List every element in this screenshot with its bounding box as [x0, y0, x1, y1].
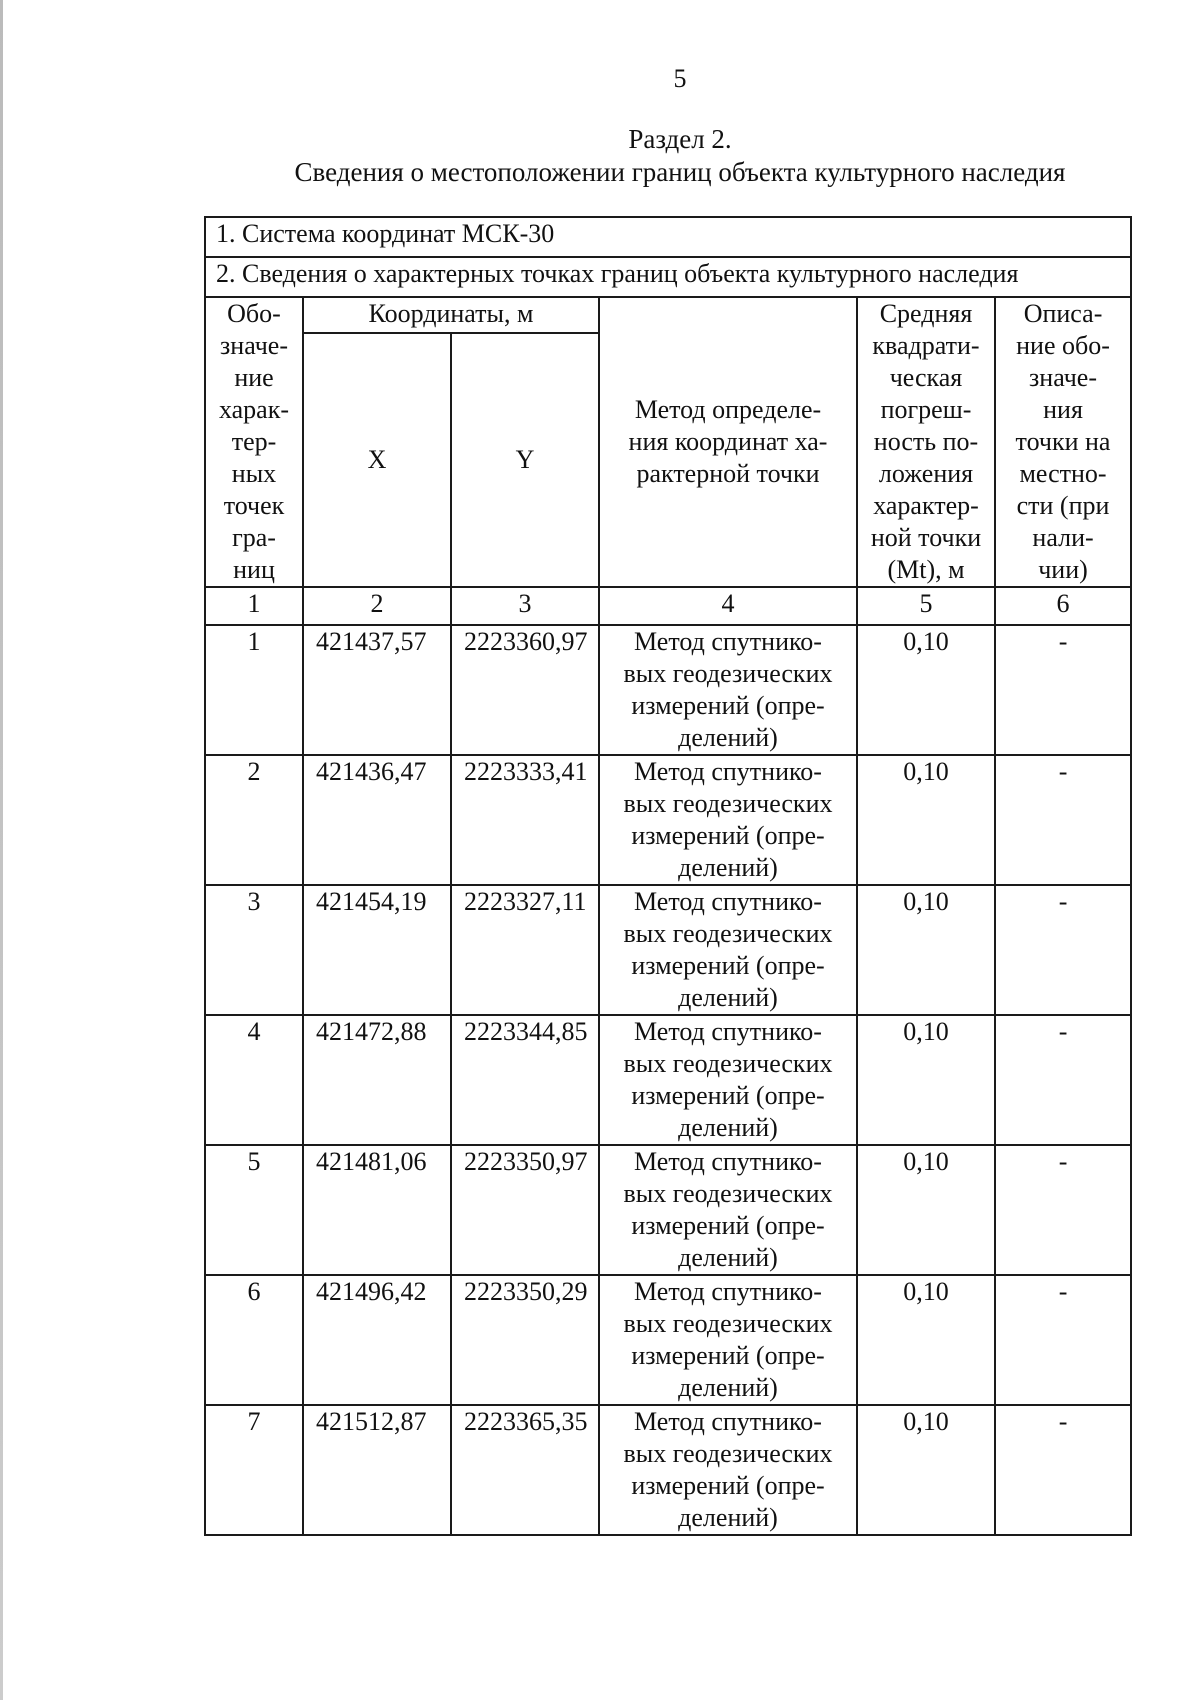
point-number-cell: 2 — [205, 755, 303, 885]
point-number-cell: 6 — [205, 1275, 303, 1405]
y-coordinate-cell: 2223350,97 — [451, 1145, 599, 1275]
table-row — [205, 625, 1131, 755]
table-row — [205, 1405, 1131, 1535]
column-number: 5 — [857, 587, 995, 625]
table-row — [205, 755, 1131, 885]
method-line: Метод спутнико- — [634, 1277, 822, 1306]
y-coordinate-cell: 2223350,29 — [451, 1275, 599, 1405]
method-cell — [599, 1275, 857, 1405]
header-line: ния координат ха- — [628, 427, 828, 456]
header-x: X — [303, 333, 451, 587]
header-line: ных — [231, 459, 277, 488]
error-cell: 0,10 — [857, 755, 995, 885]
x-coordinate-cell: 421512,87 — [303, 1405, 451, 1535]
method-line: измерений (опре- — [631, 1341, 825, 1370]
column-number: 3 — [451, 587, 599, 625]
x-coordinate-cell: 421472,88 — [303, 1015, 451, 1145]
column-numbers-row — [205, 587, 1131, 625]
header-line: Обо- — [227, 299, 281, 328]
header-line: Средняя — [879, 299, 973, 328]
header-line: ность по- — [873, 427, 979, 456]
method-line: измерений (опре- — [631, 691, 825, 720]
table-row — [205, 1275, 1131, 1405]
method-line: Метод спутнико- — [634, 1017, 822, 1046]
header-line: сти (при — [1016, 491, 1110, 520]
header-line: квадрати- — [872, 331, 980, 360]
description-cell: - — [995, 1275, 1131, 1405]
section-subtitle: Сведения о местоположении границ объекта культурного наследия — [294, 157, 1066, 187]
coordinate-system-cell: 1. Система координат МСК-30 — [205, 217, 1131, 257]
header-line: Описа- — [1023, 299, 1103, 328]
method-cell — [599, 625, 857, 755]
method-cell — [599, 885, 857, 1015]
boundary-points-table — [204, 216, 1132, 1536]
description-cell: - — [995, 1145, 1131, 1275]
header-error — [857, 297, 995, 587]
method-line: делений) — [678, 1503, 778, 1532]
error-cell: 0,10 — [857, 1275, 995, 1405]
header-designation — [205, 297, 303, 587]
error-cell: 0,10 — [857, 1015, 995, 1145]
column-number: 2 — [303, 587, 451, 625]
error-cell: 0,10 — [857, 885, 995, 1015]
x-coordinate-cell: 421481,06 — [303, 1145, 451, 1275]
header-line: ния — [1043, 395, 1083, 424]
method-line: вых геодезических — [623, 919, 833, 948]
description-cell: - — [995, 755, 1131, 885]
method-line: делений) — [678, 853, 778, 882]
header-y: Y — [451, 333, 599, 587]
header-coordinates: Координаты, м — [303, 297, 599, 333]
method-line: Метод спутнико- — [634, 1147, 822, 1176]
table-row — [205, 1015, 1131, 1145]
y-coordinate-cell: 2223365,35 — [451, 1405, 599, 1535]
method-line: измерений (опре- — [631, 821, 825, 850]
method-line: вых геодезических — [623, 1309, 833, 1338]
header-line: ниц — [233, 555, 275, 584]
method-line: измерений (опре- — [631, 1471, 825, 1500]
method-line: вых геодезических — [623, 1439, 833, 1468]
header-line: местно- — [1019, 459, 1107, 488]
header-line: ной точки — [870, 523, 982, 552]
method-cell — [599, 1405, 857, 1535]
y-coordinate-cell: 2223360,97 — [451, 625, 599, 755]
header-line: погреш- — [880, 395, 972, 424]
x-coordinate-cell: 421436,47 — [303, 755, 451, 885]
method-line: вых геодезических — [623, 1179, 833, 1208]
header-line: гра- — [232, 523, 276, 552]
description-cell: - — [995, 1015, 1131, 1145]
x-coordinate-cell: 421437,57 — [303, 625, 451, 755]
header-line: нали- — [1032, 523, 1094, 552]
header-line: ческая — [889, 363, 963, 392]
header-description — [995, 297, 1131, 587]
y-coordinate-cell: 2223327,11 — [451, 885, 599, 1015]
description-cell: - — [995, 625, 1131, 755]
method-line: Метод спутнико- — [634, 1407, 822, 1436]
y-coordinate-cell: 2223344,85 — [451, 1015, 599, 1145]
x-coordinate-cell: 421454,19 — [303, 885, 451, 1015]
header-line: значе- — [220, 331, 288, 360]
method-line: делений) — [678, 723, 778, 752]
header-line: ние — [234, 363, 274, 392]
x-coordinate-cell: 421496,42 — [303, 1275, 451, 1405]
method-line: Метод спутнико- — [634, 757, 822, 786]
column-number: 4 — [599, 587, 857, 625]
page-number: 5 — [673, 64, 687, 93]
point-number-cell: 5 — [205, 1145, 303, 1275]
header-line: чии) — [1038, 555, 1088, 584]
method-line: Метод спутнико- — [634, 887, 822, 916]
method-line: вых геодезических — [623, 789, 833, 818]
header-line: ложения — [878, 459, 974, 488]
method-line: вых геодезических — [623, 1049, 833, 1078]
point-number-cell: 4 — [205, 1015, 303, 1145]
method-line: вых геодезических — [623, 659, 833, 688]
header-line: точек — [223, 491, 285, 520]
header-line: (Mt), м — [887, 555, 965, 584]
header-line: рактерной точки — [636, 459, 820, 488]
header-line: тер- — [231, 427, 277, 456]
method-line: делений) — [678, 1243, 778, 1272]
header-line: точки на — [1015, 427, 1111, 456]
method-line: делений) — [678, 1373, 778, 1402]
error-cell: 0,10 — [857, 1145, 995, 1275]
points-info-row — [205, 257, 1131, 297]
point-number-cell: 7 — [205, 1405, 303, 1535]
method-cell — [599, 755, 857, 885]
method-cell — [599, 1145, 857, 1275]
header-line: Метод определе- — [634, 395, 822, 424]
column-number: 1 — [205, 587, 303, 625]
method-line: измерений (опре- — [631, 1211, 825, 1240]
error-cell: 0,10 — [857, 1405, 995, 1535]
method-line: делений) — [678, 1113, 778, 1142]
description-cell: - — [995, 885, 1131, 1015]
point-number-cell: 3 — [205, 885, 303, 1015]
method-line: делений) — [678, 983, 778, 1012]
coordinate-system-row — [205, 217, 1131, 257]
header-method — [599, 297, 857, 587]
method-line: Метод спутнико- — [634, 627, 822, 656]
header-line: харак- — [218, 395, 290, 424]
header-line: характер- — [873, 491, 979, 520]
section-title: Раздел 2. — [628, 124, 732, 154]
method-line: измерений (опре- — [631, 951, 825, 980]
header-line: значе- — [1029, 363, 1097, 392]
method-line: измерений (опре- — [631, 1081, 825, 1110]
header-row-1 — [205, 297, 1131, 333]
scan-margin-line — [0, 0, 3, 1700]
error-cell: 0,10 — [857, 625, 995, 755]
header-line: ние обо- — [1016, 331, 1110, 360]
table-row — [205, 1145, 1131, 1275]
points-info-cell: 2. Сведения о характерных точках границ объекта культурного наследия — [205, 257, 1131, 297]
table-row — [205, 885, 1131, 1015]
y-coordinate-cell: 2223333,41 — [451, 755, 599, 885]
point-number-cell: 1 — [205, 625, 303, 755]
method-cell — [599, 1015, 857, 1145]
description-cell: - — [995, 1405, 1131, 1535]
column-number: 6 — [995, 587, 1131, 625]
